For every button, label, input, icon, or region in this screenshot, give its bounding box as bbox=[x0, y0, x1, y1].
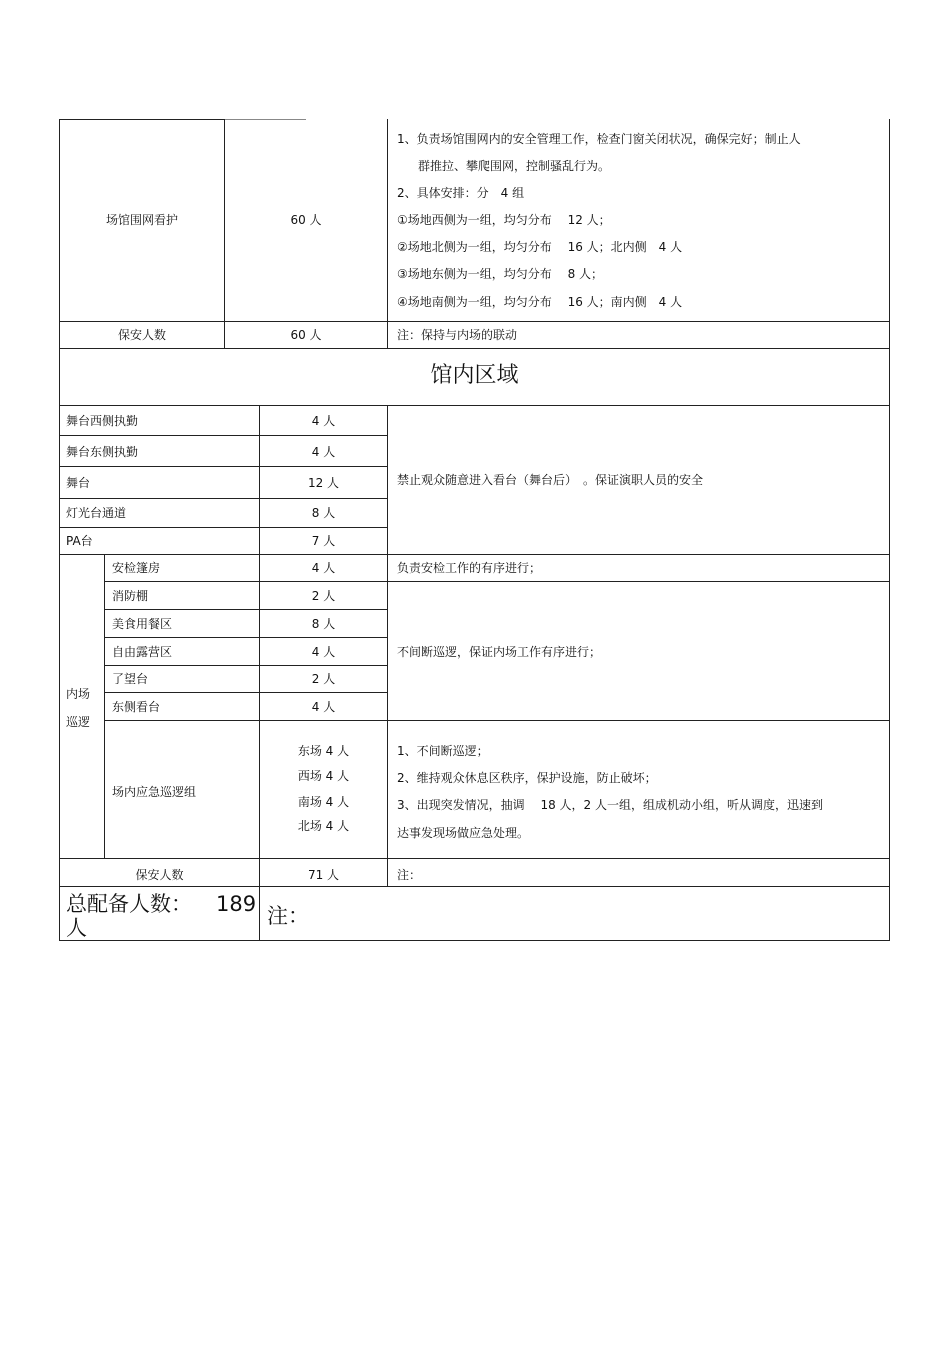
duty-line: 群推拉、攀爬围网，控制骚乱行为。 bbox=[418, 159, 611, 173]
patrol-area: 消防棚 bbox=[112, 589, 149, 603]
row-divider bbox=[104, 720, 890, 721]
patrol-count: 4 人 bbox=[311, 561, 336, 575]
row-divider bbox=[59, 435, 388, 436]
stage-area: 灯光台通道 bbox=[66, 506, 127, 520]
row-divider bbox=[59, 858, 890, 859]
row-divider bbox=[59, 886, 890, 887]
stage-area: PA台 bbox=[66, 534, 93, 548]
row-divider bbox=[59, 498, 388, 499]
summary-count: 60 人 bbox=[290, 328, 322, 342]
table-border-left bbox=[59, 119, 60, 941]
row-divider bbox=[59, 405, 890, 406]
total-note: 注： bbox=[267, 904, 309, 928]
col-divider-1 bbox=[224, 119, 225, 348]
emergency-area: 场内应急巡逻组 bbox=[112, 785, 197, 799]
stage-area: 舞台东侧执勤 bbox=[66, 445, 139, 459]
col-divider-b bbox=[387, 405, 388, 887]
summary-note: 注： bbox=[397, 868, 422, 882]
duty-line: ④场地南侧为一组，均匀分布 16 人；南内侧 4 人 bbox=[397, 295, 683, 309]
col-divider-group bbox=[104, 554, 105, 859]
table-border-top-mid bbox=[224, 119, 306, 120]
stage-count: 4 人 bbox=[311, 414, 336, 428]
stage-count: 4 人 bbox=[311, 445, 336, 459]
group-label: 内场 bbox=[66, 687, 91, 701]
emergency-count: 东场 4 人 bbox=[297, 744, 350, 758]
total-unit: 人 bbox=[66, 916, 87, 940]
table-border-right bbox=[889, 119, 890, 941]
row-divider bbox=[104, 692, 388, 693]
table-border-top bbox=[59, 119, 224, 120]
row-divider bbox=[59, 348, 890, 349]
stage-count: 7 人 bbox=[311, 534, 336, 548]
row-divider bbox=[59, 466, 388, 467]
stage-count: 12 人 bbox=[307, 476, 340, 490]
duty-line: ①场地西侧为一组，均匀分布 12 人； bbox=[397, 213, 611, 227]
emergency-count: 北场 4 人 bbox=[297, 819, 350, 833]
stage-note: 禁止观众随意进入看台（舞台后） 。保证演职人员的安全 bbox=[397, 473, 704, 487]
patrol-area: 了望台 bbox=[112, 672, 149, 686]
section-title: 馆内区域 bbox=[430, 363, 519, 388]
duty-line: 2、具体安排：分 4 组 bbox=[397, 186, 525, 200]
group-label: 巡逻 bbox=[66, 715, 91, 729]
summary-count: 71 人 bbox=[307, 868, 340, 882]
emergency-count: 南场 4 人 bbox=[297, 795, 350, 809]
patrol-area: 美食用餐区 bbox=[112, 617, 173, 631]
stage-area: 舞台 bbox=[66, 476, 91, 490]
row-divider bbox=[104, 581, 890, 582]
stage-area: 舞台西侧执勤 bbox=[66, 414, 139, 428]
summary-label: 保安人数 bbox=[135, 868, 184, 882]
count-value: 60 人 bbox=[290, 213, 322, 227]
summary-note: 注：保持与内场的联动 bbox=[397, 328, 518, 342]
patrol-area: 东侧看台 bbox=[112, 700, 161, 714]
col-divider-2 bbox=[387, 119, 388, 348]
row-divider bbox=[59, 554, 890, 555]
emergency-note: 达事发现场做应急处理。 bbox=[397, 826, 530, 840]
patrol-rows-note: 不间断巡逻，保证内场工作有序进行； bbox=[397, 645, 602, 659]
total-value: 189 bbox=[216, 892, 257, 916]
row-divider bbox=[104, 665, 388, 666]
row-divider bbox=[59, 321, 890, 322]
stage-count: 8 人 bbox=[311, 506, 336, 520]
row-divider bbox=[104, 637, 388, 638]
emergency-note: 3、出现突发情况，抽调 18 人，2 人一组，组成机动小组，听从调度，迅速到 bbox=[397, 798, 823, 812]
patrol-count: 4 人 bbox=[311, 645, 336, 659]
patrol-area: 自由露营区 bbox=[112, 645, 173, 659]
duty-line: 1、负责场馆围网内的安全管理工作，检查门窗关闭状况，确保完好；制止人 bbox=[397, 132, 801, 146]
area-label: 场馆围网看护 bbox=[105, 213, 178, 227]
emergency-count: 西场 4 人 bbox=[297, 769, 350, 783]
patrol-note: 负责安检工作的有序进行； bbox=[397, 561, 542, 575]
emergency-note: 2、维持观众休息区秩序，保护设施，防止破坏； bbox=[397, 771, 657, 785]
patrol-area: 安检篷房 bbox=[112, 561, 161, 575]
duty-line: ③场地东侧为一组，均匀分布 8 人； bbox=[397, 267, 604, 281]
table-border-bottom bbox=[59, 940, 890, 941]
total-label: 总配备人数： bbox=[66, 892, 192, 916]
patrol-count: 2 人 bbox=[311, 672, 336, 686]
summary-label: 保安人数 bbox=[117, 328, 166, 342]
patrol-count: 8 人 bbox=[311, 617, 336, 631]
emergency-note: 1、不间断巡逻； bbox=[397, 744, 489, 758]
patrol-count: 2 人 bbox=[311, 589, 336, 603]
duty-line: ②场地北侧为一组，均匀分布 16 人；北内侧 4 人 bbox=[397, 240, 683, 254]
row-divider bbox=[59, 527, 388, 528]
patrol-count: 4 人 bbox=[311, 700, 336, 714]
row-divider bbox=[104, 609, 388, 610]
